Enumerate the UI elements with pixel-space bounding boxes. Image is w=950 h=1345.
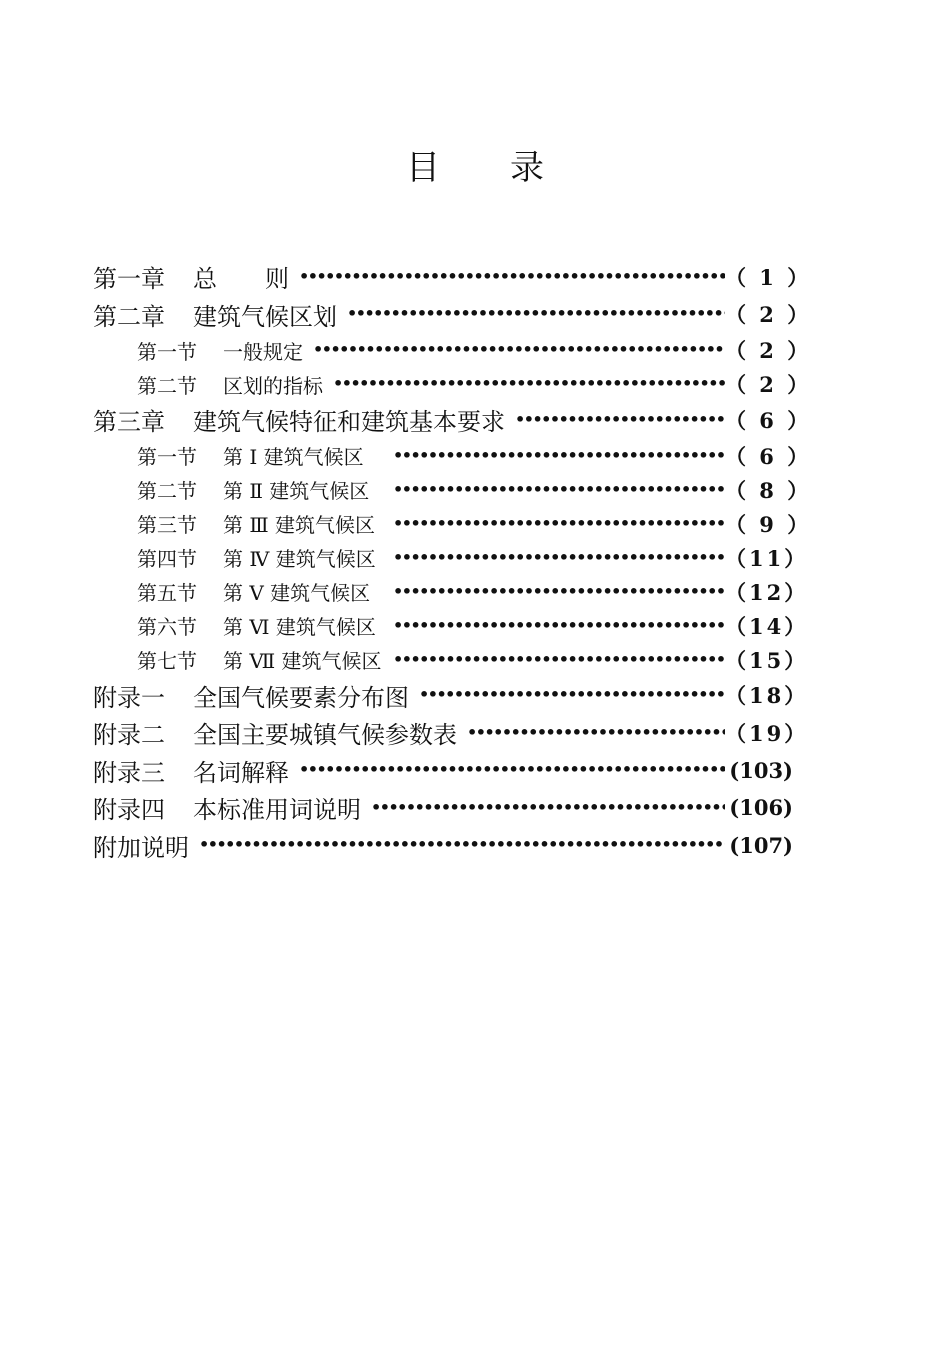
entry-title: 全国气候要素分布图 — [193, 683, 409, 712]
entry-title: 建筑气候区划 — [193, 302, 337, 331]
toc-entry[interactable] — [93, 752, 793, 790]
entry-number: 第五节 — [137, 581, 197, 605]
entry-title: 第 Ⅱ 建筑气候区 — [223, 479, 370, 503]
table-of-contents — [93, 258, 812, 864]
entry-number: 第六节 — [137, 615, 197, 639]
entry-number: 第一节 — [137, 339, 197, 364]
toc-entry[interactable] — [93, 827, 793, 865]
toc-entry[interactable] — [93, 575, 809, 609]
toc-entry[interactable] — [93, 367, 812, 401]
dot-leader — [393, 550, 725, 566]
entry-title: 全国主要城镇气候参数表 — [193, 721, 457, 750]
toc-entry[interactable] — [93, 609, 809, 643]
entry-number: 第一节 — [137, 445, 197, 469]
entry-page: （ 1 ） — [725, 264, 812, 290]
dot-leader — [393, 482, 725, 498]
entry-page: (107) — [729, 832, 793, 858]
entry-title: 第 Ⅵ 建筑气候区 — [223, 615, 376, 639]
entry-page: (103) — [729, 757, 793, 783]
entry-page: （14） — [725, 613, 809, 639]
entry-page: （12） — [725, 579, 809, 605]
dot-leader — [299, 762, 725, 778]
entry-title: 建筑气候特征和建筑基本要求 — [193, 408, 505, 437]
toc-entry[interactable] — [93, 473, 812, 507]
page-title — [0, 140, 950, 189]
entry-page: （18） — [725, 683, 809, 709]
dot-leader — [393, 516, 725, 532]
entry-title: 区划的指标 — [223, 373, 323, 398]
dot-leader — [393, 584, 725, 600]
entry-number: 第四节 — [137, 547, 197, 571]
dot-leader — [393, 618, 725, 634]
entry-number: 第一章 — [93, 265, 165, 294]
dot-leader — [467, 725, 725, 741]
entry-number: 第二节 — [137, 373, 197, 398]
entry-page: （11） — [725, 545, 809, 571]
toc-entry[interactable] — [93, 333, 812, 367]
entry-title: 一般规定 — [223, 339, 303, 364]
toc-entry[interactable] — [93, 714, 809, 752]
toc-entry[interactable] — [93, 677, 809, 715]
entry-page: (106) — [729, 795, 793, 821]
entry-page: （ 9 ） — [725, 511, 812, 537]
entry-title: 第 Ⅰ 建筑气候区 — [223, 445, 364, 469]
entry-title: 名词解释 — [193, 758, 289, 787]
dot-leader — [419, 687, 725, 703]
entry-number: 附录二 — [93, 721, 165, 750]
dot-leader — [313, 342, 725, 358]
entry-number: 第二章 — [93, 302, 165, 331]
dot-leader — [515, 412, 725, 428]
dot-leader — [393, 448, 725, 464]
entry-title: 第 Ⅴ 建筑气候区 — [223, 581, 371, 605]
entry-title: 本标准用词说明 — [193, 796, 361, 825]
entry-page: （ 2 ） — [725, 338, 812, 363]
entry-title: 第 Ⅶ 建筑气候区 — [223, 649, 382, 673]
entry-page: （19） — [725, 720, 809, 746]
dot-leader — [393, 652, 725, 668]
entry-page: （ 6 ） — [725, 407, 812, 433]
toc-entry[interactable] — [93, 258, 812, 296]
entry-page: （15） — [725, 647, 809, 673]
entry-number: 第七节 — [137, 649, 197, 673]
toc-entry[interactable] — [93, 643, 809, 677]
entry-number: 第三章 — [93, 408, 165, 437]
title-char-2: 录 — [510, 148, 544, 188]
dot-leader — [333, 376, 725, 392]
title-char-1: 目 — [406, 148, 440, 188]
dot-leader — [199, 837, 725, 853]
entry-title: 第 Ⅳ 建筑气候区 — [223, 547, 376, 571]
entry-page: （ 8 ） — [725, 477, 812, 503]
toc-entry[interactable] — [93, 439, 812, 473]
entry-title: 总 则 — [193, 265, 289, 294]
toc-entry[interactable] — [93, 507, 812, 541]
toc-entry[interactable] — [93, 401, 812, 439]
toc-entry[interactable] — [93, 541, 809, 575]
entry-number: 第三节 — [137, 513, 197, 537]
toc-entry[interactable] — [93, 296, 812, 334]
entry-number: 附录一 — [93, 683, 165, 712]
entry-number: 附录三 — [93, 758, 165, 787]
dot-leader — [299, 269, 725, 285]
entry-number: 第二节 — [137, 479, 197, 503]
entry-title: 附加说明 — [93, 833, 189, 862]
entry-number: 附录四 — [93, 796, 165, 825]
entry-title: 第 Ⅲ 建筑气候区 — [223, 513, 376, 537]
dot-leader — [347, 306, 725, 322]
entry-page: （ 2 ） — [725, 372, 812, 397]
dot-leader — [371, 800, 725, 816]
entry-page: （ 2 ） — [725, 302, 812, 328]
toc-entry[interactable] — [93, 789, 793, 827]
entry-page: （ 6 ） — [725, 443, 812, 469]
